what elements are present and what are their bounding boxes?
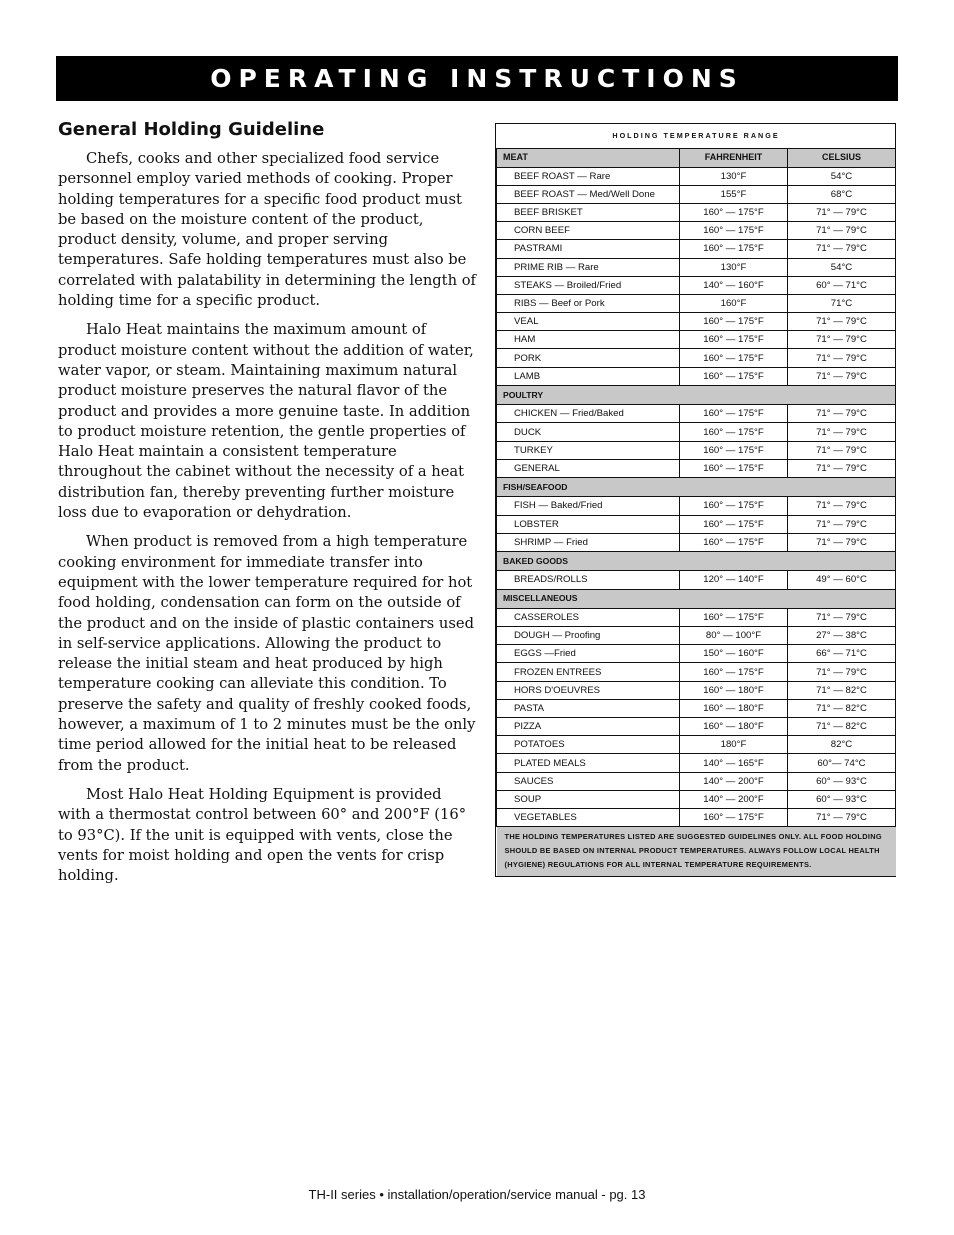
table-row	[497, 663, 896, 681]
food-item-cell: FISH — Baked/Fried	[497, 497, 680, 515]
celsius-cell: 71° — 79°C	[788, 240, 896, 258]
category-label: BAKED GOODS	[497, 551, 896, 570]
table-row	[497, 497, 896, 515]
food-item-cell: SHRIMP — Fried	[497, 533, 680, 551]
table-row	[497, 772, 896, 790]
food-item-cell: EGGS —Fried	[497, 645, 680, 663]
paragraph-2: Halo Heat maintains the maximum amount of product moisture content without the addition of water, water vapor, or steam. Maintaining maximum natural product moisture preserves the natural flavor of the product and provides a more genuine taste. In addition to product moisture retention, the gentle properties of Halo Heat maintain a consistent temperature throughout the cabinet without the necessity of a heat distribution fan, thereby preventing further moisture loss due to evaporation or dehydration.	[58, 321, 474, 522]
celsius-cell: 71° — 79°C	[788, 313, 896, 331]
food-item-cell: PIZZA	[497, 718, 680, 736]
celsius-cell: 71° — 79°C	[788, 203, 896, 221]
celsius-cell: 71° — 79°C	[788, 533, 896, 551]
food-item-cell: PASTRAMI	[497, 240, 680, 258]
table-row	[497, 167, 896, 185]
category-row	[497, 551, 896, 570]
table-title: HOLDING TEMPERATURE RANGE	[497, 124, 896, 149]
section-title: General Holding Guideline	[58, 119, 325, 140]
celsius-cell: 49° — 60°C	[788, 571, 896, 589]
page-banner: OPERATING INSTRUCTIONS	[56, 56, 898, 101]
celsius-cell: 54°C	[788, 167, 896, 185]
food-item-cell: BEEF ROAST — Rare	[497, 167, 680, 185]
table-row	[497, 533, 896, 551]
fahrenheit-cell: 160° — 175°F	[680, 331, 788, 349]
table-row	[497, 367, 896, 385]
guideline-section	[58, 118, 476, 895]
food-item-cell: PASTA	[497, 699, 680, 717]
paragraph-3: When product is removed from a high temperature cooking environment for immediate transfer into equipment with the lower temperature required for hot food holding, condensation can form on the outside of the product and on the inside of plastic containers used in self-service applications. Allowing the product to release the initial steam and heat produced by high temperature cooking can alleviate this condition. To preserve the safety and quality of freshly cooked foods, however, a maximum of 1 to 2 minutes must be the only time period allowed for the initial heat to be released from the product.	[58, 533, 476, 774]
fahrenheit-cell: 160° — 175°F	[680, 405, 788, 423]
table-row	[497, 754, 896, 772]
fahrenheit-cell: 160° — 175°F	[680, 533, 788, 551]
food-item-cell: HORS D'OEUVRES	[497, 681, 680, 699]
table-row	[497, 423, 896, 441]
paragraph-4: Most Halo Heat Holding Equipment is provided with a thermostat control between 60° and 200°F (16° to 93°C). If the unit is equipped with vents, close the vents for moist holding and open the vents for crisp holding.	[58, 785, 467, 885]
food-item-cell: RIBS — Beef or Pork	[497, 294, 680, 312]
table-row	[497, 240, 896, 258]
fahrenheit-cell: 155°F	[680, 185, 788, 203]
table-header-cell: FAHRENHEIT	[680, 149, 788, 168]
fahrenheit-cell: 140° — 165°F	[680, 754, 788, 772]
fahrenheit-cell: 180°F	[680, 736, 788, 754]
fahrenheit-cell: 160° — 175°F	[680, 459, 788, 477]
celsius-cell: 27° — 38°C	[788, 627, 896, 645]
table-header-cell: MEAT	[497, 149, 680, 168]
food-item-cell: POTATOES	[497, 736, 680, 754]
celsius-cell: 60° — 71°C	[788, 276, 896, 294]
category-row	[497, 385, 896, 404]
table-row	[497, 790, 896, 808]
table-row	[497, 515, 896, 533]
celsius-cell: 68°C	[788, 185, 896, 203]
fahrenheit-cell: 160° — 175°F	[680, 663, 788, 681]
celsius-cell: 54°C	[788, 258, 896, 276]
celsius-cell: 71°C	[788, 294, 896, 312]
fahrenheit-cell: 160° — 175°F	[680, 313, 788, 331]
table-row	[497, 459, 896, 477]
food-item-cell: CHICKEN — Fried/Baked	[497, 405, 680, 423]
celsius-cell: 71° — 79°C	[788, 515, 896, 533]
food-item-cell: TURKEY	[497, 441, 680, 459]
celsius-cell: 71° — 79°C	[788, 497, 896, 515]
table-header-row	[497, 149, 896, 168]
food-item-cell: SAUCES	[497, 772, 680, 790]
celsius-cell: 71° — 79°C	[788, 459, 896, 477]
category-row	[497, 589, 896, 608]
table-row	[497, 608, 896, 626]
category-label: FISH/SEAFOOD	[497, 477, 896, 496]
table-row	[497, 222, 896, 240]
food-item-cell: BEEF ROAST — Med/Well Done	[497, 185, 680, 203]
table-row	[497, 681, 896, 699]
food-item-cell: CORN BEEF	[497, 222, 680, 240]
fahrenheit-cell: 160° — 180°F	[680, 718, 788, 736]
celsius-cell: 71° — 79°C	[788, 405, 896, 423]
table-row	[497, 699, 896, 717]
table-row	[497, 405, 896, 423]
table-row	[497, 441, 896, 459]
fahrenheit-cell: 160° — 175°F	[680, 367, 788, 385]
celsius-cell: 71° — 79°C	[788, 349, 896, 367]
table-row	[497, 185, 896, 203]
food-item-cell: CASSEROLES	[497, 608, 680, 626]
food-item-cell: VEGETABLES	[497, 808, 680, 826]
fahrenheit-cell: 130°F	[680, 258, 788, 276]
celsius-cell: 71° — 79°C	[788, 222, 896, 240]
fahrenheit-cell: 160° — 180°F	[680, 699, 788, 717]
fahrenheit-cell: 140° — 160°F	[680, 276, 788, 294]
food-item-cell: LOBSTER	[497, 515, 680, 533]
celsius-cell: 66° — 71°C	[788, 645, 896, 663]
fahrenheit-cell: 120° — 140°F	[680, 571, 788, 589]
table-row	[497, 736, 896, 754]
celsius-cell: 71° — 79°C	[788, 808, 896, 826]
fahrenheit-cell: 160° — 175°F	[680, 349, 788, 367]
celsius-cell: 71° — 79°C	[788, 423, 896, 441]
table-note: THE HOLDING TEMPERATURES LISTED ARE SUGGESTED GUIDELINES ONLY. ALL FOOD HOLDING SHOULD BE BASED ON INTERNAL PRODUCT TEMPERATURES. ALWAYS FOLLOW LOCAL HEALTH (HYGIENE) REGULATIONS FOR ALL INTERNAL TEMPERATURE REQUIREMENTS.	[497, 827, 896, 877]
table-header-cell: CELSIUS	[788, 149, 896, 168]
fahrenheit-cell: 160° — 175°F	[680, 423, 788, 441]
fahrenheit-cell: 160° — 175°F	[680, 608, 788, 626]
table-title-row	[497, 124, 896, 149]
table-row	[497, 331, 896, 349]
celsius-cell: 60°— 74°C	[788, 754, 896, 772]
celsius-cell: 82°C	[788, 736, 896, 754]
food-item-cell: LAMB	[497, 367, 680, 385]
fahrenheit-cell: 160° — 175°F	[680, 203, 788, 221]
table-row	[497, 294, 896, 312]
fahrenheit-cell: 160° — 175°F	[680, 240, 788, 258]
fahrenheit-cell: 160°F	[680, 294, 788, 312]
holding-temperature-table	[495, 123, 896, 877]
food-item-cell: DUCK	[497, 423, 680, 441]
table-row	[497, 203, 896, 221]
table-row	[497, 349, 896, 367]
fahrenheit-cell: 160° — 175°F	[680, 808, 788, 826]
fahrenheit-cell: 140° — 200°F	[680, 772, 788, 790]
food-item-cell: PORK	[497, 349, 680, 367]
table-row	[497, 258, 896, 276]
food-item-cell: PLATED MEALS	[497, 754, 680, 772]
food-item-cell: PRIME RIB — Rare	[497, 258, 680, 276]
celsius-cell: 71° — 79°C	[788, 331, 896, 349]
table-row	[497, 571, 896, 589]
table-row	[497, 627, 896, 645]
food-item-cell: BREADS/ROLLS	[497, 571, 680, 589]
fahrenheit-cell: 160° — 180°F	[680, 681, 788, 699]
food-item-cell: VEAL	[497, 313, 680, 331]
category-label: MISCELLANEOUS	[497, 589, 896, 608]
fahrenheit-cell: 160° — 175°F	[680, 497, 788, 515]
celsius-cell: 71° — 79°C	[788, 441, 896, 459]
fahrenheit-cell: 160° — 175°F	[680, 515, 788, 533]
table-note-row	[497, 827, 896, 877]
category-row	[497, 477, 896, 496]
celsius-cell: 60° — 93°C	[788, 790, 896, 808]
celsius-cell: 71° — 79°C	[788, 608, 896, 626]
fahrenheit-cell: 130°F	[680, 167, 788, 185]
table-row	[497, 276, 896, 294]
celsius-cell: 71° — 82°C	[788, 699, 896, 717]
fahrenheit-cell: 160° — 175°F	[680, 222, 788, 240]
table-body	[497, 124, 896, 876]
fahrenheit-cell: 150° — 160°F	[680, 645, 788, 663]
table-row	[497, 645, 896, 663]
footer-text: TH-II series • installation/operation/service manual - pg. 13	[308, 1187, 646, 1202]
category-label: POULTRY	[497, 385, 896, 404]
fahrenheit-cell: 80° — 100°F	[680, 627, 788, 645]
food-item-cell: HAM	[497, 331, 680, 349]
food-item-cell: BEEF BRISKET	[497, 203, 680, 221]
food-item-cell: STEAKS — Broiled/Fried	[497, 276, 680, 294]
celsius-cell: 71° — 79°C	[788, 663, 896, 681]
table-row	[497, 313, 896, 331]
celsius-cell: 71° — 82°C	[788, 718, 896, 736]
celsius-cell: 71° — 79°C	[788, 367, 896, 385]
food-item-cell: SOUP	[497, 790, 680, 808]
celsius-cell: 71° — 82°C	[788, 681, 896, 699]
table-row	[497, 718, 896, 736]
food-item-cell: FROZEN ENTREES	[497, 663, 680, 681]
food-item-cell: GENERAL	[497, 459, 680, 477]
paragraph-1: Chefs, cooks and other specialized food service personnel employ varied methods of cooking. Proper holding temperatures for a specific food product must be based on the moisture content of the product, product density, volume, and proper serving temperatures. Safe holding temperatures must also be correlated with palatability in determining the length of holding time for a specific product.	[58, 150, 476, 310]
page-footer	[0, 1187, 954, 1202]
celsius-cell: 60° — 93°C	[788, 772, 896, 790]
fahrenheit-cell: 160° — 175°F	[680, 441, 788, 459]
table-row	[497, 808, 896, 826]
food-item-cell: DOUGH — Proofing	[497, 627, 680, 645]
fahrenheit-cell: 140° — 200°F	[680, 790, 788, 808]
